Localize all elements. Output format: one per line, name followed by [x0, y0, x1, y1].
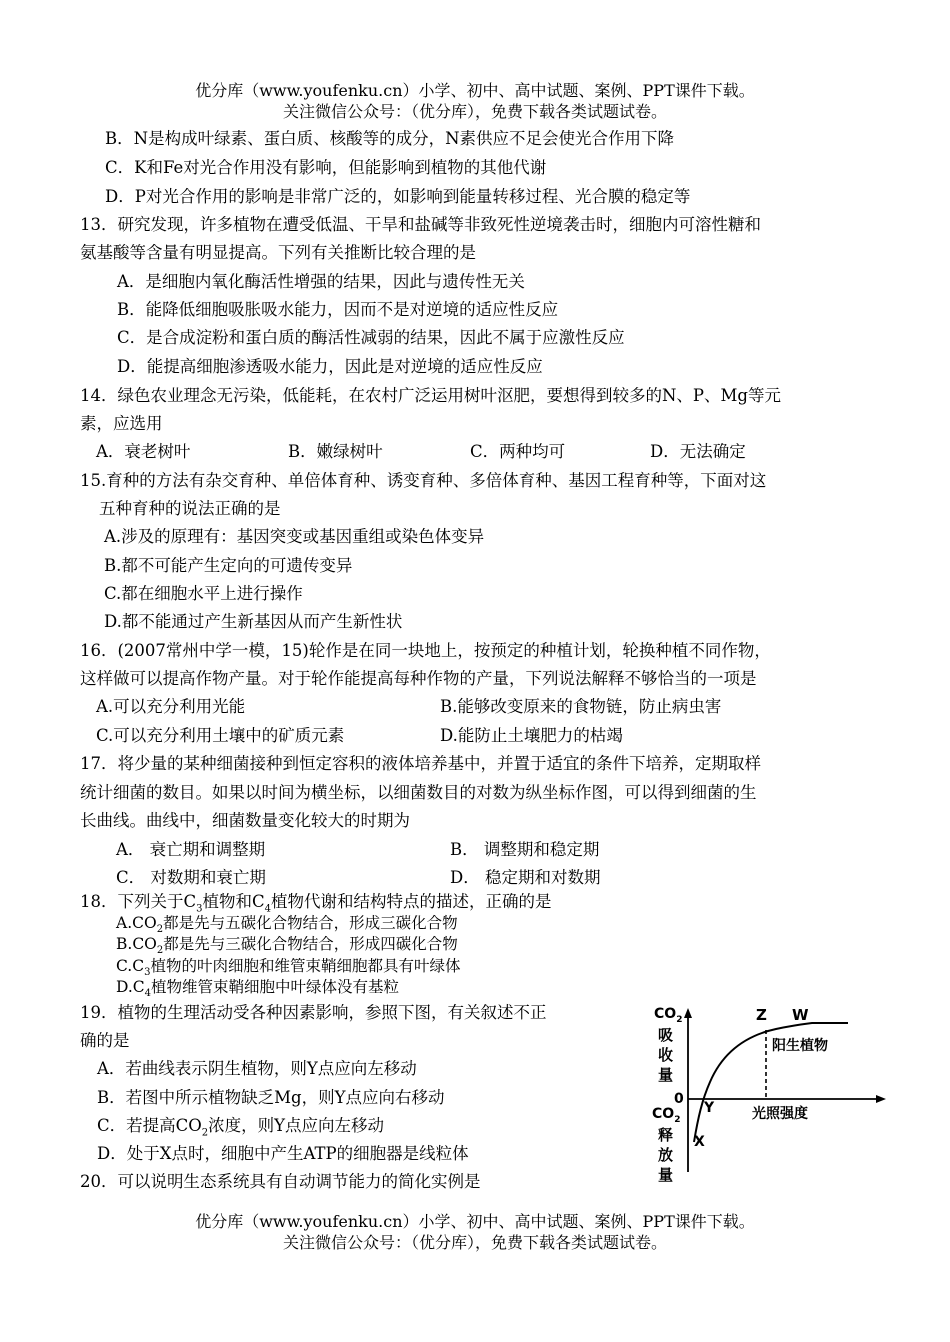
q18-option-d: $D.C_4$植物维管束鞘细胞中叶绿体没有基粒 — [116, 978, 400, 1000]
q15-option-b: B.都不可能产生定向的可遗传变异 — [104, 556, 353, 575]
q17-option-a: A． 衰亡期和调整期 — [116, 840, 266, 859]
q14-option-c: C．两种均可 — [470, 442, 566, 461]
q14-stem-line-1: 14．绿色农业理念无污染，低能耗，在农村广泛运用树叶沤肥，要想得到较多的N、P、Mg等元 — [80, 386, 781, 405]
y-upper-label-char-2: 收 — [658, 1046, 674, 1064]
y-upper-label-co2: $CO_2$ — [654, 1006, 683, 1025]
q13-option-d: D．能提高细胞渗透吸水能力，因此是对逆境的适应性反应 — [117, 357, 543, 376]
q14-option-d: D．无法确定 — [650, 442, 746, 461]
point-y-label: Y — [704, 1100, 715, 1116]
q12-option-d: D．P对光合作用的影响是非常广泛的，如影响到能量转移过程、光合膜的稳定等 — [105, 187, 691, 206]
origin-label: 0 — [674, 1091, 684, 1107]
y-lower-label-char-3: 量 — [658, 1166, 674, 1184]
q16-option-d: D.能防止土壤肥力的枯竭 — [440, 726, 623, 745]
q13-option-a: A．是细胞内氧化酶活性增强的结果，因此与遗传性无关 — [117, 272, 525, 291]
q14-stem-line-2: 素，应选用 — [80, 414, 163, 433]
q16-option-c: C.可以充分利用土壤中的矿质元素 — [96, 726, 345, 745]
header-line-1: 优分库（www.youfenku.cn）小学、初中、高中试题、案例、PPT课件下载。 — [195, 81, 755, 100]
y-upper-label-char-1: 吸 — [658, 1026, 674, 1044]
y-lower-label-char-2: 放 — [658, 1146, 674, 1164]
q16-stem-line-1: 16．(2007常州中学一模，15)轮作是在同一块地上，按预定的种植计划，轮换种植不同作物， — [80, 641, 771, 660]
q15-option-c: C.都在细胞水平上进行操作 — [104, 584, 303, 603]
q16-option-b: B.能够改变原来的食物链，防止病虫害 — [440, 697, 722, 716]
q19-option-c: C．若提高$CO_2$浓度，则Y点应向左移动 — [97, 1116, 385, 1139]
q17-option-d: D． 稳定期和对数期 — [450, 868, 601, 887]
q19-option-a: A．若曲线表示阴生植物，则Y点应向左移动 — [97, 1059, 417, 1078]
q14-option-a: A．衰老树叶 — [96, 442, 191, 461]
q16-stem-line-2: 这样做可以提高作物产量。对于轮作能提高每种作物的产量，下列说法解释不够恰当的一项是 — [80, 669, 757, 688]
q13-stem-line-2: 氨基酸等含量有明显提高。下列有关推断比较合理的是 — [80, 243, 476, 262]
q20-stem: 20．可以说明生态系统具有自动调节能力的简化实例是 — [80, 1172, 481, 1191]
point-z-label: Z — [756, 1006, 767, 1024]
q18-option-b: $B.CO_2$都是先与三碳化合物结合，形成四碳化合物 — [116, 935, 458, 957]
q17-option-b: B． 调整期和稳定期 — [450, 840, 600, 859]
y-lower-label-char-1: 释 — [658, 1126, 674, 1144]
q15-stem-line-1: 15.育种的方法有杂交育种、单倍体育种、诱变育种、多倍体育种、基因工程育种等，下面对这 — [80, 471, 767, 490]
y-lower-label-co2: $CO_2$ — [652, 1106, 681, 1125]
curve-label: 阳生植物 — [772, 1038, 828, 1054]
q12-option-b: B．N是构成叶绿素、蛋白质、核酸等的成分，N素供应不足会使光合作用下降 — [105, 129, 675, 148]
q13-stem-line-1: 13．研究发现，许多植物在遭受低温、干旱和盐碱等非致死性逆境袭击时，细胞内可溶性糖和 — [80, 215, 761, 234]
q18-option-a: $A.CO_2$都是先与五碳化合物结合，形成三碳化合物 — [116, 914, 458, 936]
q18-stem: 18．下列关于$C_3$植物和$C_4$植物代谢和结构特点的描述，正确的是 — [80, 892, 552, 915]
q17-stem-line-1: 17．将少量的某种细菌接种到恒定容积的液体培养基中，并置于适宜的条件下培养，定期取样 — [80, 754, 761, 773]
q17-stem-line-3: 长曲线。曲线中，细菌数量变化较大的时期为 — [80, 811, 410, 830]
light-response-figure — [648, 1000, 888, 1185]
q15-stem-line-2: 五种育种的说法正确的是 — [99, 499, 281, 518]
q19-option-d: D．处于X点时，细胞中产生ATP的细胞器是线粒体 — [97, 1144, 469, 1163]
q17-option-c: C． 对数期和衰亡期 — [116, 868, 266, 887]
footer-line-1: 优分库（www.youfenku.cn）小学、初中、高中试题、案例、PPT课件下载。 — [195, 1212, 755, 1231]
q16-option-a: A.可以充分利用光能 — [96, 697, 246, 716]
x-axis-arrow — [876, 1095, 886, 1103]
q15-option-d: D.都不能通过产生新基因从而产生新性状 — [104, 612, 403, 631]
point-w-label: W — [792, 1006, 809, 1024]
q19-option-b: B．若图中所示植物缺乏Mg，则Y点应向右移动 — [97, 1088, 445, 1107]
y-upper-label-char-3: 量 — [658, 1066, 674, 1084]
y-axis-arrow — [684, 1008, 692, 1018]
point-x-label: X — [694, 1134, 705, 1150]
q19-stem-line-2: 确的是 — [80, 1031, 130, 1050]
q12-option-c: C．K和Fe对光合作用没有影响，但能影响到植物的其他代谢 — [105, 158, 547, 177]
q13-option-c: C．是合成淀粉和蛋白质的酶活性减弱的结果，因此不属于应激性反应 — [117, 328, 625, 347]
footer-line-2: 关注微信公众号：（优分库），免费下载各类试题试卷。 — [282, 1233, 667, 1252]
q17-stem-line-2: 统计细菌的数目。如果以时间为横坐标，以细菌数目的对数为纵坐标作图，可以得到细菌的生 — [80, 783, 757, 802]
q13-option-b: B．能降低细胞吸胀吸水能力，因而不是对逆境的适应性反应 — [117, 300, 559, 319]
q19-stem-line-1: 19．植物的生理活动受各种因素影响，参照下图，有关叙述不正 — [80, 1003, 547, 1022]
header-line-2: 关注微信公众号：（优分库），免费下载各类试题试卷。 — [282, 102, 667, 121]
q18-option-c: $C.C_3$植物的叶肉细胞和维管束鞘细胞都具有叶绿体 — [116, 957, 461, 979]
q14-option-b: B．嫩绿树叶 — [288, 442, 383, 461]
x-axis-label: 光照强度 — [752, 1106, 808, 1122]
q15-option-a: A.涉及的原理有：基因突变或基因重组或染色体变异 — [104, 527, 485, 546]
